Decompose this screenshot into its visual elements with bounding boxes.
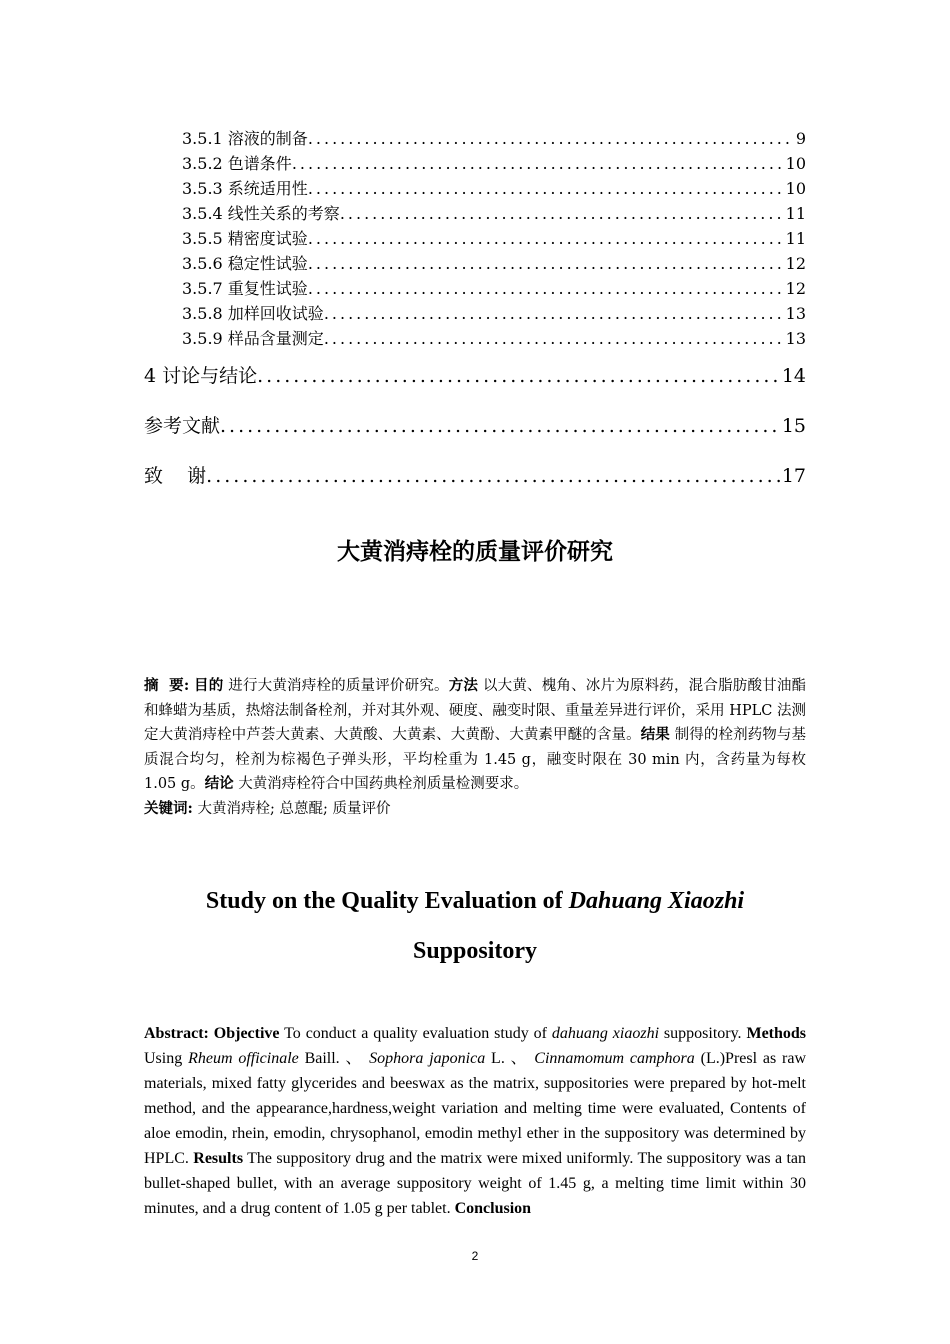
en-text: suppository. (659, 1025, 742, 1042)
en-text: Baill. 、 (298, 1050, 364, 1067)
toc-leader-dots (308, 126, 794, 151)
toc-entry-label: 3.5.6 稳定性试验 (182, 254, 308, 273)
toc-entry-label: 3.5.3 系统适用性 (182, 179, 308, 198)
chinese-title: 大黄消痔栓的质量评价研究 (337, 539, 613, 565)
toc-entry-page: 11 (785, 204, 806, 223)
toc-entry-label: 参考文献 (144, 415, 221, 437)
en-text: L. 、 (485, 1050, 529, 1067)
en-conclusion-label: Conclusion (454, 1200, 532, 1217)
toc-leader-dots (220, 401, 780, 451)
en-abstract-label: Abstract: (144, 1025, 209, 1042)
methods-text: 以大黄、槐角、冰片为原料药，混合脂肪酸甘油酯和蜂蜡为基质，热熔法制备栓剂，并对其外观、硬度、融变时限、重量差异进行评价，采用 HPLC 法测定大黄消痔栓中芦荟大黄素、大黄酸、大黄素、大黄酚、大黄素甲醚的含量。 (144, 678, 807, 744)
toc-entry-page: 12 (785, 279, 806, 298)
toc-entry-label: 3.5.5 精密度试验 (182, 229, 308, 248)
toc-leader-dots (308, 251, 784, 276)
chinese-abstract (144, 674, 806, 822)
en-text: (L.)Presl as raw materials, mixed fatty glycerides and beeswax as the matrix, suppositories were prepared by hot-melt method, and the appearance,hardness,weight variation and melting time were evaluated, Contents of aloe emodin, rhein, emodin, chrysophanol, emodin methyl ether in the suppository was determined by HPLC. (144, 1050, 807, 1167)
en-text: The suppository drug and the matrix were mixed uniformly. The suppository was a tan bullet-shaped bullet, with an average suppository weight of 1.45 g, a melting time limit within 30 minutes, and a drug content of 1.05 g per tablet. (144, 1150, 806, 1217)
en-methods-label: Methods (746, 1025, 807, 1042)
en-italic-text: Cinnamomum camphora (534, 1050, 695, 1067)
toc-leader-dots (324, 301, 784, 326)
toc-entry-page: 13 (785, 304, 806, 323)
abstract-label: 摘 要: (144, 677, 190, 694)
toc-entry-label: 3.5.4 线性关系的考察 (182, 204, 340, 223)
toc-leader-dots (340, 201, 784, 226)
toc-entry[interactable] (144, 201, 806, 226)
methods-label: 方法 (448, 677, 479, 694)
toc-entry-label: 3.5.1 溶液的制备 (182, 129, 308, 148)
toc-entry[interactable] (144, 126, 806, 151)
toc-chapter-entry[interactable] (144, 451, 806, 501)
toc-entry[interactable] (144, 326, 806, 351)
english-title-line-1 (0, 876, 950, 926)
toc-entry[interactable] (144, 226, 806, 251)
toc-entry-page: 15 (781, 415, 806, 437)
en-italic-text: dahuang xiaozhi (551, 1025, 660, 1042)
toc-leader-dots (206, 451, 780, 501)
toc-leader-dots (308, 226, 784, 251)
english-title (0, 876, 950, 976)
toc-entry-label: 3.5.7 重复性试验 (182, 279, 308, 298)
toc-leader-dots (308, 176, 784, 201)
en-italic-text: Sophora japonica (369, 1050, 486, 1067)
toc-entry-label: 3.5.2 色谱条件 (182, 154, 292, 173)
conclusion-label: 结论 (204, 775, 234, 793)
objective-label: 目的 (194, 677, 224, 694)
toc-entry[interactable] (144, 276, 806, 301)
results-label: 结果 (640, 726, 670, 744)
en-italic-text: Rheum officinale (188, 1050, 299, 1067)
english-title-line-2: Suppository (412, 938, 538, 964)
toc-entry-label: 3.5.8 加样回收试验 (182, 304, 324, 323)
conclusion-text: 大黄消痔栓符合中国药典栓剂质量检测要求。 (238, 776, 529, 793)
toc-leader-dots (292, 151, 784, 176)
page-number: 2 (471, 1249, 479, 1263)
en-objective-label: Objective (213, 1025, 280, 1042)
toc-entry-page: 10 (785, 179, 806, 198)
en-text: Using (144, 1050, 189, 1067)
toc-entry-page: 14 (781, 365, 806, 387)
toc-entry-label: 4 讨论与结论 (144, 365, 258, 387)
toc-entry-label: 3.5.9 样品含量测定 (182, 329, 324, 348)
toc-entry[interactable] (144, 251, 806, 276)
toc-entry-page: 17 (781, 465, 806, 487)
toc-entry-page: 9 (795, 129, 806, 148)
toc-leader-dots (324, 326, 784, 351)
toc-leader-dots (257, 351, 780, 401)
results-text: 制得的栓剂药物与基质混合均匀，栓剂为棕褐色子弹头形，平均栓重为 1.45 g，融变时限在 30 min 内，含药量为每枚 1.05 g。 (144, 727, 807, 793)
keywords-label: 关键词: (144, 799, 193, 817)
toc-entry[interactable] (144, 301, 806, 326)
toc-chapter-entry[interactable] (144, 351, 806, 401)
toc-entry-page: 12 (785, 254, 806, 273)
english-title-text: Study on the Quality Evaluation of (205, 888, 569, 914)
toc-chapter-entry[interactable] (144, 401, 806, 451)
en-text: To conduct a quality evaluation study of (279, 1025, 552, 1042)
objective-text: 进行大黄消痔栓的质量评价研究。 (228, 678, 449, 694)
toc-entry-page: 13 (785, 329, 806, 348)
english-abstract (144, 1021, 806, 1221)
english-title-italic: Dahuang Xiaozhi (568, 888, 745, 914)
toc-leader-dots (308, 276, 784, 301)
chinese-abstract-body (144, 674, 806, 797)
toc-entry-page: 11 (785, 229, 806, 248)
toc-entry[interactable] (144, 176, 806, 201)
toc-entry-label: 致 谢 (144, 465, 207, 487)
toc-entry-page: 10 (785, 154, 806, 173)
keywords-line (144, 797, 806, 822)
table-of-contents (144, 126, 806, 501)
en-results-label: Results (193, 1150, 244, 1167)
keywords-text: 大黄消痔栓; 总蒽醌; 质量评价 (197, 800, 391, 817)
toc-entry[interactable] (144, 151, 806, 176)
